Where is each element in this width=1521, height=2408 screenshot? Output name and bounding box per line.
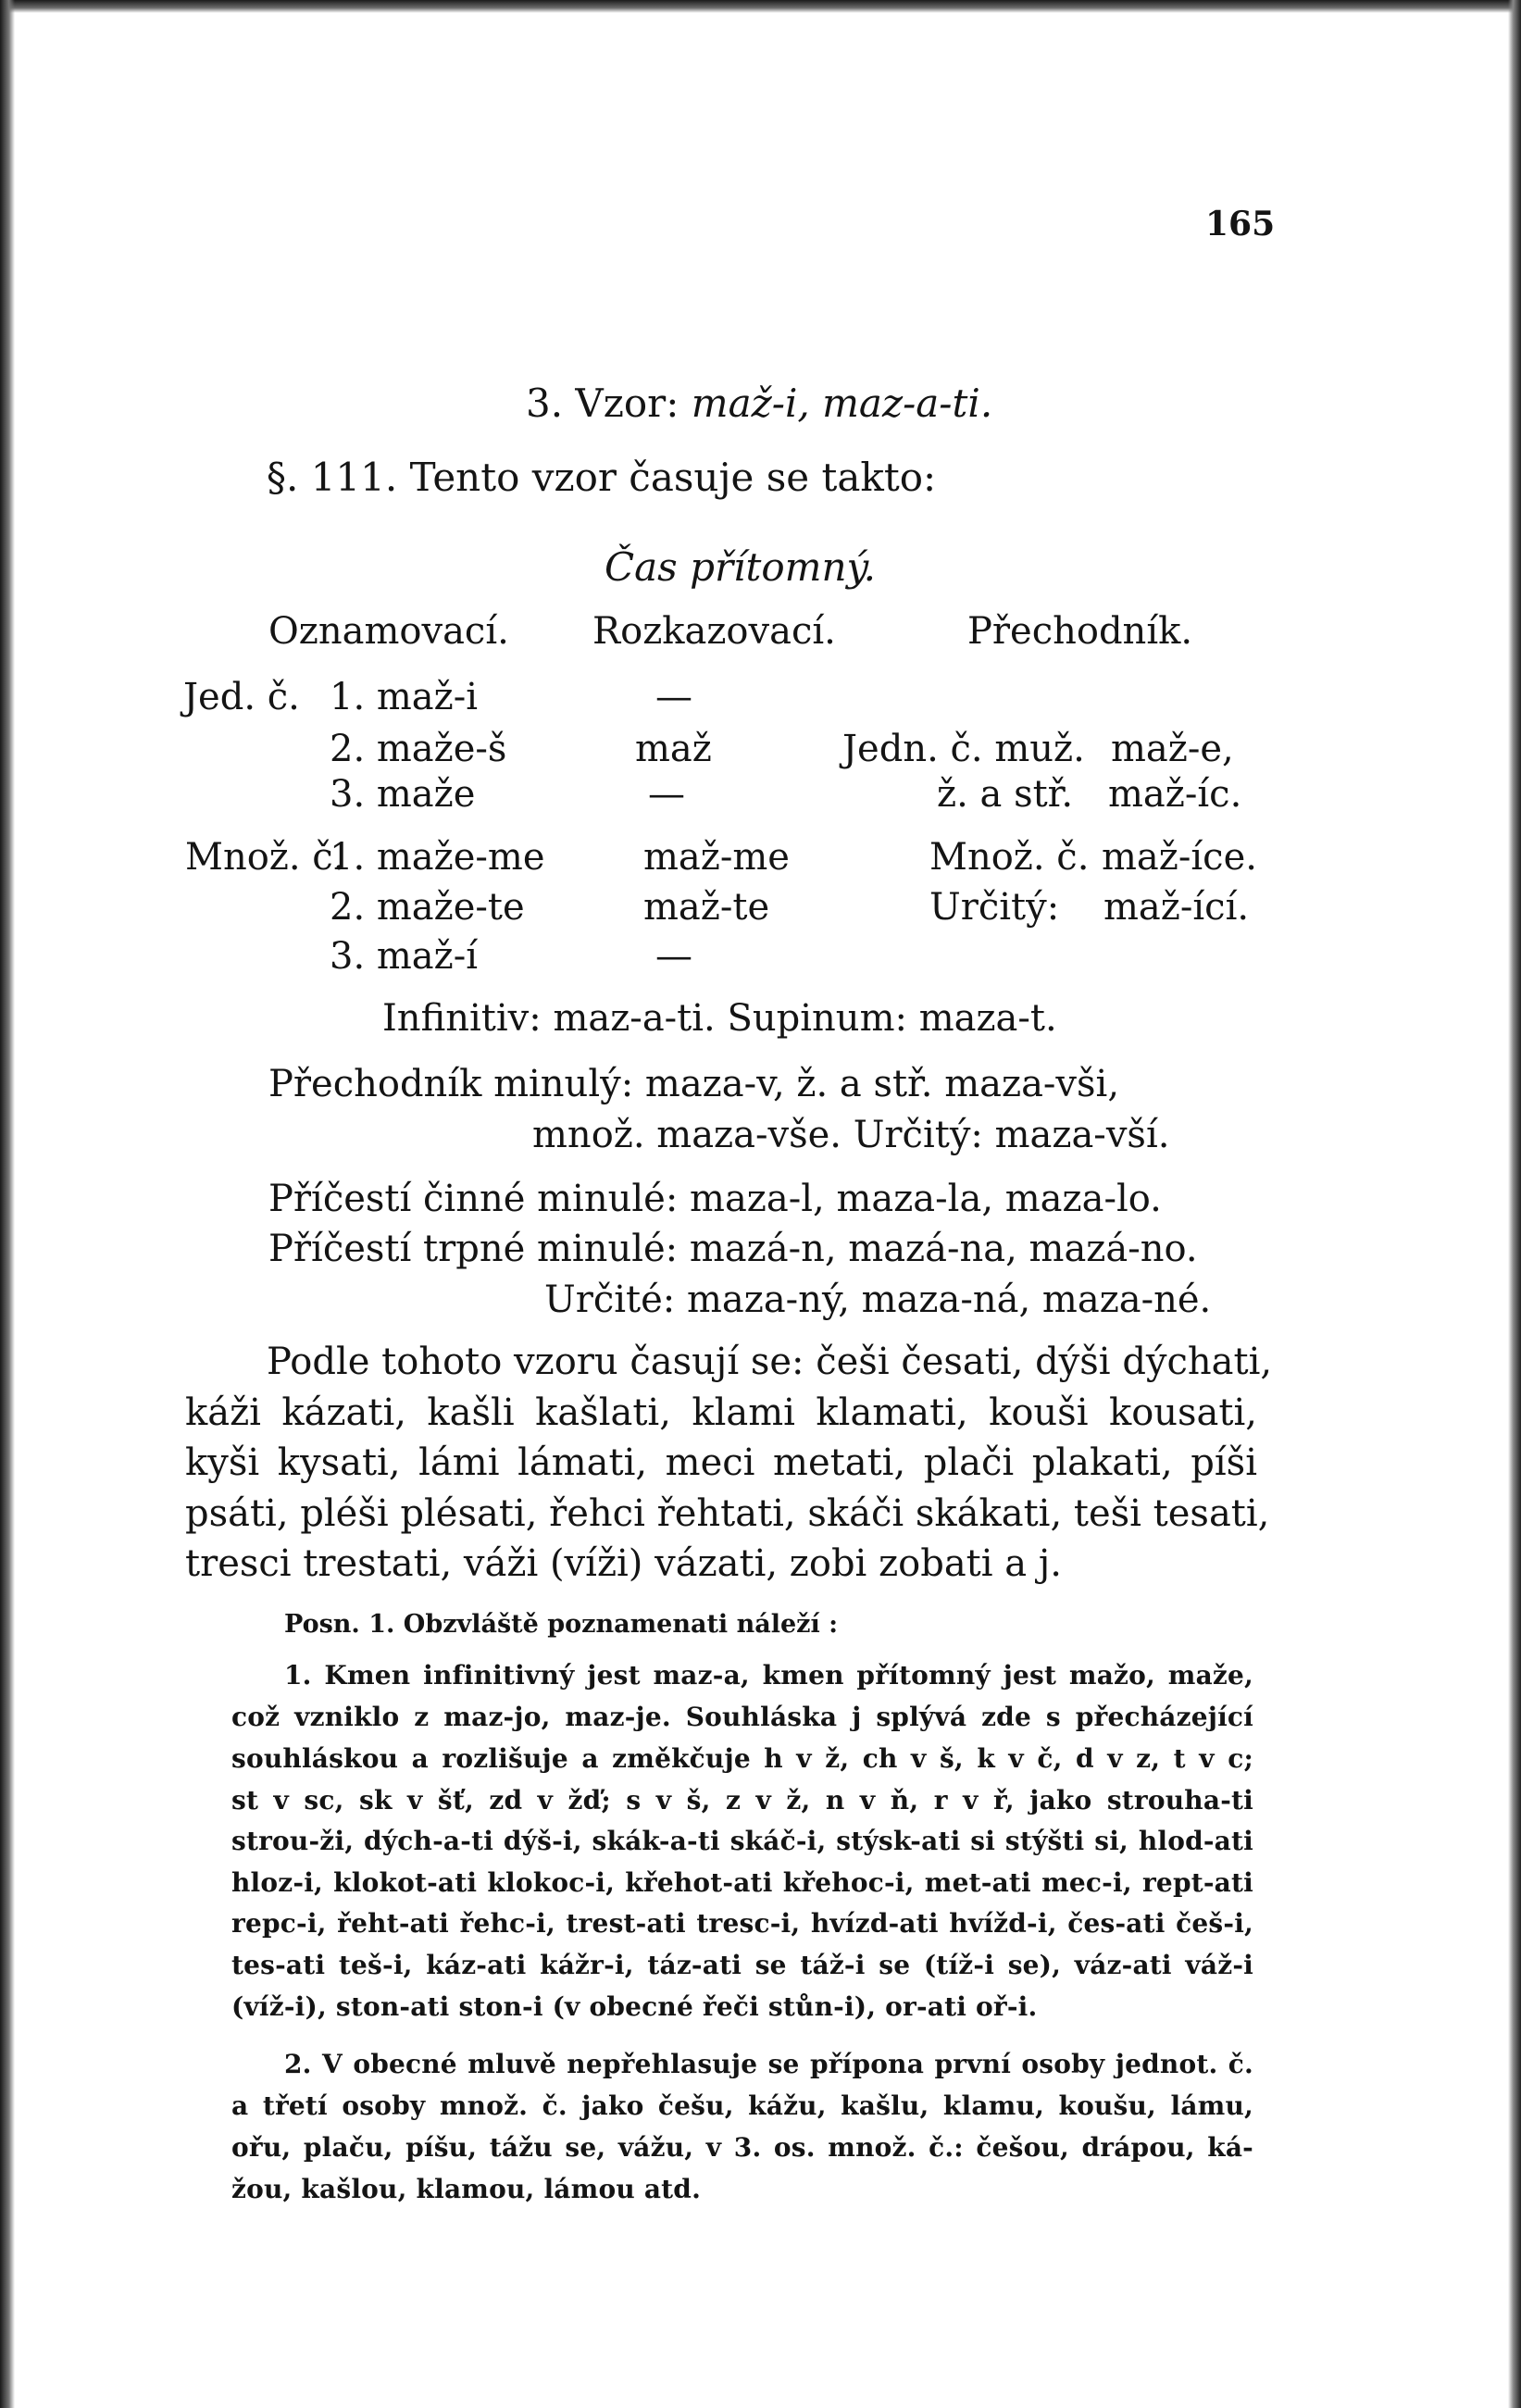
note1-line-3: souhláskou a rozlišuje a změkčuje h v ž, ch v š, k v č, d v z, t v c; bbox=[231, 1743, 1253, 1774]
transgressive-row1-value: maž-e, bbox=[1111, 728, 1234, 770]
transgressive-row2-label: ž. a stř. bbox=[937, 773, 1074, 816]
indicative-sg-1: 1. maž-i bbox=[330, 676, 479, 718]
note1-line-1: 1. Kmen infinitivný jest maz-a, kmen přítomný jest mažo, maže, bbox=[284, 1660, 1253, 1691]
pattern-heading-example: maž-i, maz-a-ti. bbox=[691, 381, 993, 426]
note1-line-7: repc-i, řeht-ati řehc-i, trest-ati tresc-i, hvízd-ati hvížd-i, čes-ati češ-i, bbox=[231, 1908, 1253, 1939]
transgressive-row3-label: Množ. č. bbox=[929, 836, 1090, 879]
participle-active: Příčestí činné minulé: maza-l, maza-la, maza-lo. bbox=[268, 1178, 1162, 1220]
imperative-sg-1: — bbox=[655, 676, 692, 718]
pattern-heading bbox=[526, 381, 992, 426]
note2-line-3: ořu, plaču, píšu, tážu se, vážu, v 3. os. množ. č.: češou, drápou, ká- bbox=[231, 2132, 1253, 2163]
indicative-sg-2: 2. maže-š bbox=[330, 728, 507, 770]
transgressive-row2-value: maž-íc. bbox=[1108, 773, 1242, 816]
participle-passive: Příčestí trpné minulé: mazá-n, mazá-na, mazá-no. bbox=[268, 1228, 1198, 1270]
column-header-indicative: Oznamovací. bbox=[268, 610, 509, 653]
imperative-pl-3: — bbox=[655, 935, 692, 978]
note1-line-6: hloz-i, klokot-ati klokoc-i, křehot-ati křehoc-i, met-ati mec-i, rept-ati bbox=[231, 1867, 1253, 1898]
imperative-pl-2: maž-te bbox=[643, 886, 770, 929]
page-number: 165 bbox=[1205, 205, 1276, 243]
note1-line-5: strou-ži, dých-a-ti dýš-i, skák-a-ti skáč-i, stýsk-ati si stýšti si, hlod-ati bbox=[231, 1826, 1253, 1856]
tense-title: Čas přítomný. bbox=[605, 544, 877, 590]
past-transgressive-line-2: množ. maza-vše. Určitý: maza-vší. bbox=[532, 1114, 1170, 1156]
paragraph-line-4: psáti, pléši plésati, řehci řehtati, skáči skákati, teši tesati, bbox=[185, 1492, 1270, 1535]
imperative-sg-3: — bbox=[648, 773, 685, 816]
indicative-sg-3: 3. maže bbox=[330, 773, 476, 816]
paragraph-line-2: káži kázati, kašli kašlati, klami klamati, kouši kousati, bbox=[185, 1391, 1257, 1434]
indicative-pl-3: 3. maž-í bbox=[330, 935, 479, 978]
note1-line-8: tes-ati teš-i, káz-ati kážr-i, táz-ati se táž-i se (tíž-i se), váz-ati váž-i bbox=[231, 1950, 1253, 1980]
transgressive-row4-value: maž-ící. bbox=[1103, 886, 1250, 929]
column-header-transgressive: Přechodník. bbox=[967, 610, 1193, 653]
paragraph-line-5: tresci trestati, váži (víži) vázati, zobi zobati a j. bbox=[185, 1542, 1062, 1585]
note1-line-9: (víž-i), ston-ati ston-i (v obecné řeči stůn-i), or-ati oř-i. bbox=[231, 1991, 1038, 2022]
participle-definite: Určité: maza-ný, maza-ná, maza-né. bbox=[544, 1279, 1212, 1321]
note2-line-2: a třetí osoby množ. č. jako češu, kážu, kašlu, klamu, koušu, lámu, bbox=[231, 2090, 1253, 2121]
scan-edge-left bbox=[0, 0, 15, 2408]
paragraph-line-1: Podle tohoto vzoru časují se: češi česati, dýši dýchati, bbox=[267, 1341, 1273, 1383]
singular-label: Jed. č. bbox=[183, 676, 300, 718]
note2-line-4: žou, kašlou, klamou, lámou atd. bbox=[231, 2174, 702, 2204]
note2-line-1: 2. V obecné mluvě nepřehlasuje se přípona první osoby jednot. č. bbox=[284, 2049, 1253, 2079]
section-heading: §. 111. Tento vzor časuje se takto: bbox=[267, 455, 937, 500]
indicative-pl-1: 1. maže-me bbox=[330, 836, 545, 879]
past-transgressive-line-1: Přechodník minulý: maza-v, ž. a stř. maza-vši, bbox=[268, 1063, 1120, 1105]
imperative-sg-2: maž bbox=[635, 728, 712, 770]
indicative-pl-2: 2. maže-te bbox=[330, 886, 525, 929]
note1-line-4: st v sc, sk v šť, zd v žď; s v š, z v ž, n v ň, r v ř, jako strouha-ti bbox=[231, 1785, 1253, 1815]
scan-edge-top bbox=[0, 0, 1521, 13]
column-header-imperative: Rozkazovací. bbox=[592, 610, 836, 653]
scan-edge-right bbox=[1508, 0, 1521, 2408]
infinitive-line: Infinitiv: maz-a-ti. Supinum: maza-t. bbox=[382, 997, 1057, 1040]
transgressive-row3-value: maž-íce. bbox=[1102, 836, 1257, 879]
plural-label: Množ. č. bbox=[185, 836, 345, 879]
imperative-pl-1: maž-me bbox=[643, 836, 790, 879]
transgressive-row4-label: Určitý: bbox=[929, 886, 1060, 929]
transgressive-row1-label: Jedn. č. muž. bbox=[842, 728, 1085, 770]
note1-line-2: což vzniklo z maz-jo, maz-je. Souhláska j splývá zde s přecházející bbox=[231, 1702, 1253, 1732]
paragraph-line-3: kyši kysati, lámi lámati, meci metati, plači plakati, píši bbox=[185, 1441, 1257, 1484]
note-heading: Posn. 1. Obzvláště poznamenati náleží : bbox=[284, 1610, 839, 1639]
pattern-heading-prefix: 3. Vzor: bbox=[526, 381, 679, 426]
